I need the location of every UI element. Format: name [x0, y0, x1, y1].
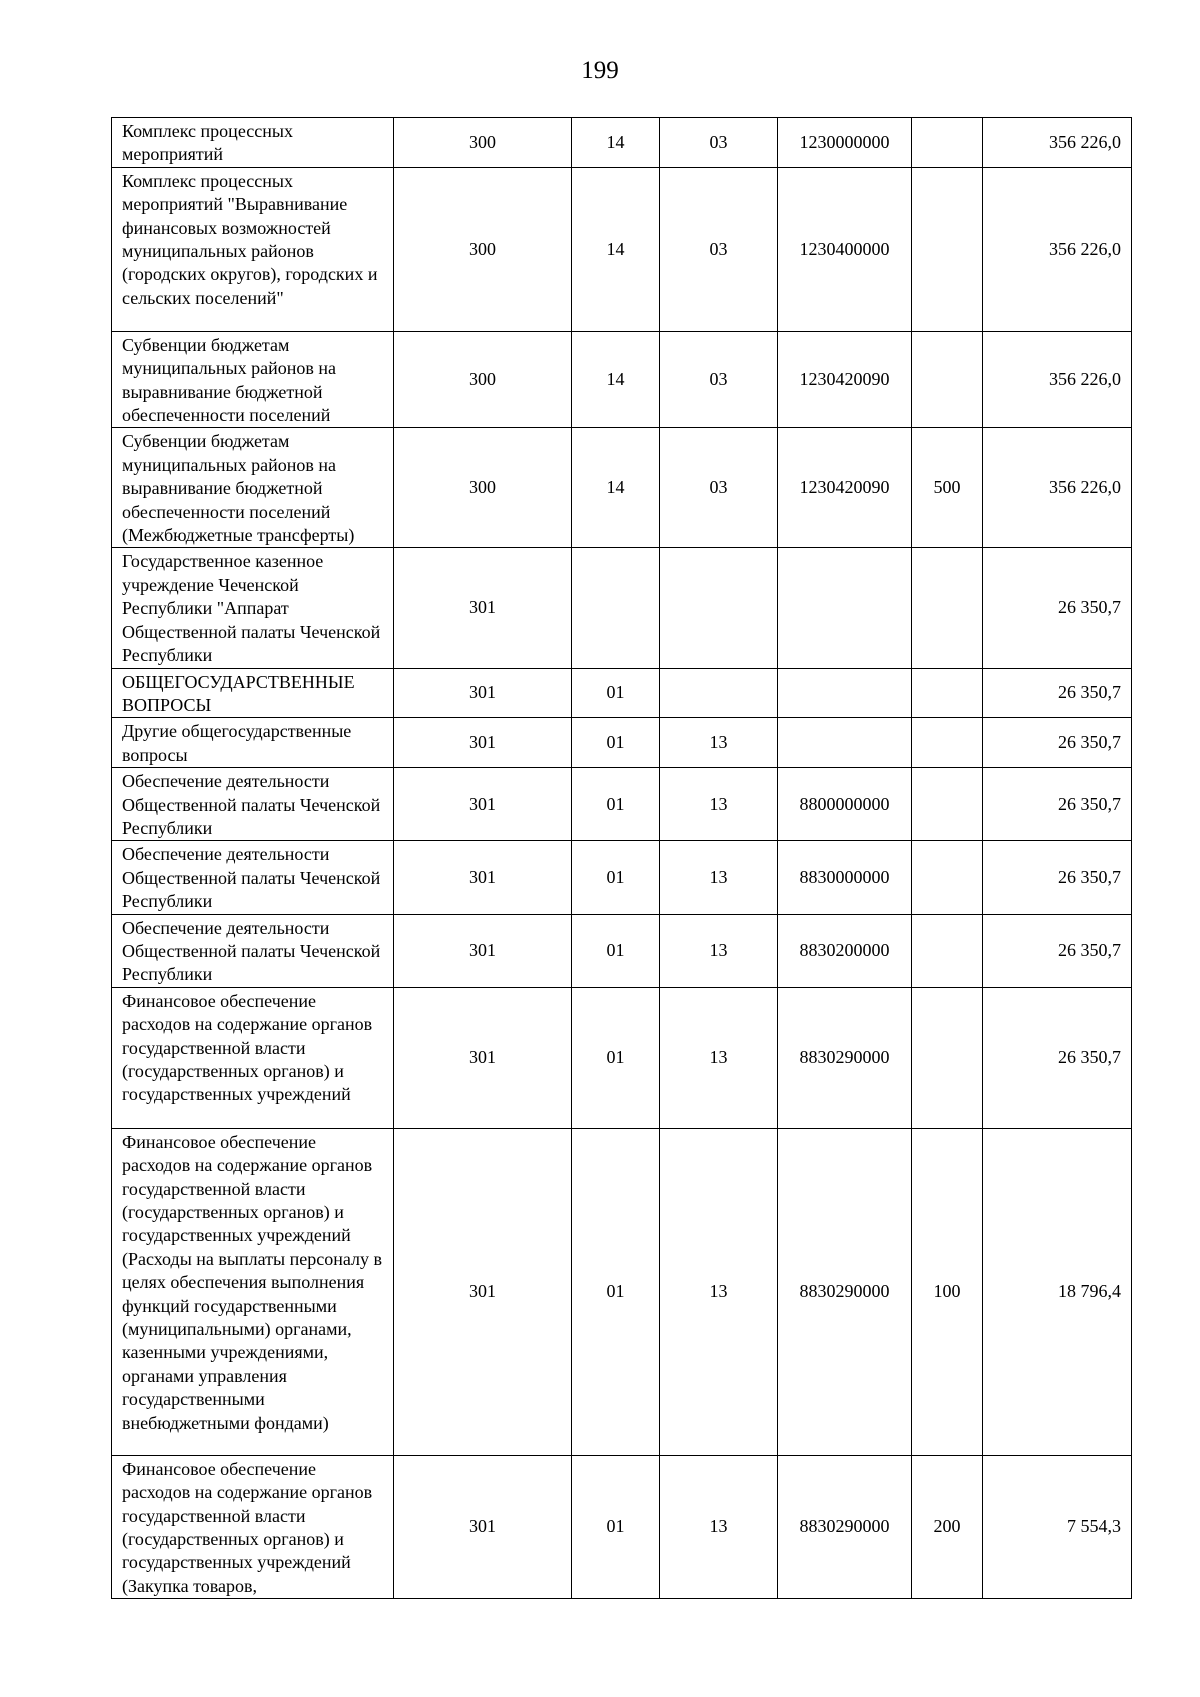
cell-code-4: 1230420090: [778, 331, 912, 428]
cell-code-3: 03: [660, 167, 778, 331]
cell-code-5: [912, 548, 983, 668]
cell-code-2: 01: [572, 718, 660, 768]
cell-code-5: [912, 167, 983, 331]
cell-code-3: 13: [660, 768, 778, 841]
cell-code-1: 301: [394, 548, 572, 668]
table-row: [112, 987, 1132, 1128]
cell-code-2: 01: [572, 987, 660, 1128]
cell-code-5: [912, 718, 983, 768]
cell-code-4: [778, 668, 912, 718]
row-name: Обеспечение деятельности Общественной палаты Чеченской Республики: [112, 841, 394, 914]
row-name: Субвенции бюджетам муниципальных районов на выравнивание бюджетной обеспеченности поселений (Межбюджетные трансферты): [112, 428, 394, 548]
row-name: Субвенции бюджетам муниципальных районов на выравнивание бюджетной обеспеченности поселений: [112, 331, 394, 428]
cell-code-4: 1230420090: [778, 428, 912, 548]
cell-code-2: 01: [572, 914, 660, 987]
table-row: [112, 167, 1132, 331]
cell-code-2: 14: [572, 331, 660, 428]
cell-code-5: [912, 987, 983, 1128]
cell-amount: 356 226,0: [983, 118, 1132, 168]
cell-code-4: [778, 718, 912, 768]
row-name: Финансовое обеспечение расходов на содержание органов государственной власти (государственных органов) и государственных учреждений: [112, 987, 394, 1128]
cell-amount: 356 226,0: [983, 428, 1132, 548]
cell-code-2: 01: [572, 1128, 660, 1455]
table-row: [112, 768, 1132, 841]
cell-code-3: [660, 548, 778, 668]
row-name: Обеспечение деятельности Общественной палаты Чеченской Республики: [112, 768, 394, 841]
cell-amount: 26 350,7: [983, 668, 1132, 718]
cell-code-5: 200: [912, 1455, 983, 1598]
cell-code-1: 301: [394, 1455, 572, 1598]
row-name: Финансовое обеспечение расходов на содержание органов государственной власти (государственных органов) и государственных учреждений (Расходы на выплаты персоналу в целях обеспечения выполнения функций государственными (муниципальными) органами, казенными учреждениями, органами управления государственными внебюджетными фондами): [112, 1128, 394, 1455]
row-name: Финансовое обеспечение расходов на содержание органов государственной власти (государственных органов) и государственных учреждений (Закупка товаров,: [112, 1455, 394, 1598]
cell-code-3: 13: [660, 718, 778, 768]
cell-code-4: 8830200000: [778, 914, 912, 987]
cell-code-4: 1230000000: [778, 118, 912, 168]
cell-amount: 18 796,4: [983, 1128, 1132, 1455]
cell-code-1: 301: [394, 987, 572, 1128]
table-row: [112, 118, 1132, 168]
cell-code-5: [912, 331, 983, 428]
cell-code-4: [778, 548, 912, 668]
cell-amount: 26 350,7: [983, 718, 1132, 768]
cell-code-4: 8830290000: [778, 1455, 912, 1598]
cell-code-4: 8830000000: [778, 841, 912, 914]
cell-amount: 26 350,7: [983, 914, 1132, 987]
cell-code-3: 03: [660, 428, 778, 548]
table-row: [112, 428, 1132, 548]
row-name: Другие общегосударственные вопросы: [112, 718, 394, 768]
table-row: [112, 1128, 1132, 1455]
table-row: [112, 548, 1132, 668]
cell-code-2: 01: [572, 668, 660, 718]
cell-code-1: 301: [394, 768, 572, 841]
cell-amount: 26 350,7: [983, 548, 1132, 668]
row-name: Комплекс процессных мероприятий "Выравнивание финансовых возможностей муниципальных районов (городских округов), городских и сельских поселений": [112, 167, 394, 331]
cell-code-5: 500: [912, 428, 983, 548]
cell-code-5: [912, 768, 983, 841]
cell-code-3: 03: [660, 118, 778, 168]
table-row: [112, 1455, 1132, 1598]
cell-code-1: 300: [394, 331, 572, 428]
table-row: [112, 718, 1132, 768]
cell-code-1: 301: [394, 841, 572, 914]
cell-code-4: 8830290000: [778, 1128, 912, 1455]
cell-code-2: [572, 548, 660, 668]
page-number: 199: [581, 57, 619, 84]
cell-code-1: 300: [394, 118, 572, 168]
cell-amount: 356 226,0: [983, 167, 1132, 331]
cell-code-3: [660, 668, 778, 718]
cell-code-2: 01: [572, 841, 660, 914]
row-name: Комплекс процессных мероприятий: [112, 118, 394, 168]
cell-code-2: 14: [572, 167, 660, 331]
cell-code-2: 14: [572, 428, 660, 548]
row-name: Обеспечение деятельности Общественной палаты Чеченской Республики: [112, 914, 394, 987]
budget-table: [111, 117, 1132, 1599]
cell-code-3: 03: [660, 331, 778, 428]
cell-code-3: 13: [660, 841, 778, 914]
cell-code-2: 14: [572, 118, 660, 168]
cell-code-3: 13: [660, 914, 778, 987]
cell-code-1: 301: [394, 914, 572, 987]
cell-code-1: 301: [394, 718, 572, 768]
cell-code-4: 8800000000: [778, 768, 912, 841]
cell-amount: 26 350,7: [983, 768, 1132, 841]
cell-code-1: 301: [394, 668, 572, 718]
row-name: ОБЩЕГОСУДАРСТВЕННЫЕ ВОПРОСЫ: [112, 668, 394, 718]
row-name: Государственное казенное учреждение Чеченской Республики "Аппарат Общественной палаты Чеченской Республики: [112, 548, 394, 668]
table-row: [112, 914, 1132, 987]
cell-amount: 26 350,7: [983, 841, 1132, 914]
cell-amount: 356 226,0: [983, 331, 1132, 428]
cell-code-5: [912, 668, 983, 718]
cell-code-3: 13: [660, 1455, 778, 1598]
cell-code-4: 1230400000: [778, 167, 912, 331]
cell-amount: 26 350,7: [983, 987, 1132, 1128]
table-row: [112, 841, 1132, 914]
cell-code-4: 8830290000: [778, 987, 912, 1128]
cell-code-5: [912, 118, 983, 168]
cell-code-2: 01: [572, 1455, 660, 1598]
cell-code-3: 13: [660, 987, 778, 1128]
cell-code-1: 300: [394, 428, 572, 548]
cell-code-5: 100: [912, 1128, 983, 1455]
cell-code-5: [912, 841, 983, 914]
cell-amount: 7 554,3: [983, 1455, 1132, 1598]
table-row: [112, 331, 1132, 428]
cell-code-2: 01: [572, 768, 660, 841]
table-row: [112, 668, 1132, 718]
cell-code-3: 13: [660, 1128, 778, 1455]
cell-code-5: [912, 914, 983, 987]
cell-code-1: 301: [394, 1128, 572, 1455]
cell-code-1: 300: [394, 167, 572, 331]
